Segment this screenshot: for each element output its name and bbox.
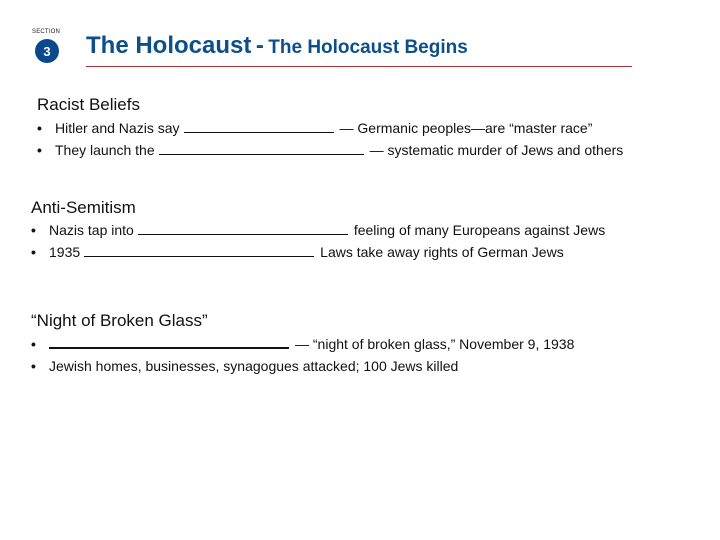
bullet-text-after: — “night of broken glass,” November 9, 1938 [295,336,575,352]
bullet-item [37,120,592,136]
bullet-text-after: Laws take away rights of German Jews [320,244,564,260]
bullet-text-after: — Germanic peoples—are “master race” [339,120,593,136]
bullet-dot: • [31,244,36,260]
page-title [86,34,468,58]
title-divider [86,66,632,67]
heading-night-of-broken-glass: “Night of Broken Glass” [31,311,208,330]
bullet-dot: • [31,336,36,352]
bullet-dot: • [31,222,36,238]
bullet-text-after: — systematic murder of Jews and others [369,142,624,158]
bullet-item [31,222,605,238]
section-number-badge: 3 [35,39,59,63]
bullet-item [31,336,574,352]
section-label: SECTION [32,29,61,35]
fill-in-blank [84,245,314,257]
bullet-text-after: feeling of many Europeans against Jews [353,222,606,238]
bullet-text-before: 1935 [49,244,81,260]
bullet-dot: • [37,120,42,136]
title-subtitle: The Holocaust Begins [268,37,468,58]
bullet-text-before: Jewish homes, businesses, synagogues attacked; 100 Jews killed [49,358,459,374]
heading-anti-semitism: Anti-Semitism [31,198,136,217]
bullet-text-before: Nazis tap into [49,222,134,238]
fill-in-blank [184,121,334,133]
bullet-dot: • [37,142,42,158]
bullet-item [37,142,623,158]
bullet-text-before: Hitler and Nazis say [55,120,180,136]
fill-in-blank [159,143,364,155]
title-separator: - [255,32,264,59]
fill-in-blank [138,223,348,235]
fill-in-blank [49,336,289,349]
bullet-text-before: They launch the [55,142,155,158]
bullet-item [31,244,564,260]
bullet-dot: • [31,358,36,374]
title-main: The Holocaust [86,32,252,59]
heading-racist-beliefs: Racist Beliefs [37,95,140,114]
bullet-item [31,358,458,374]
